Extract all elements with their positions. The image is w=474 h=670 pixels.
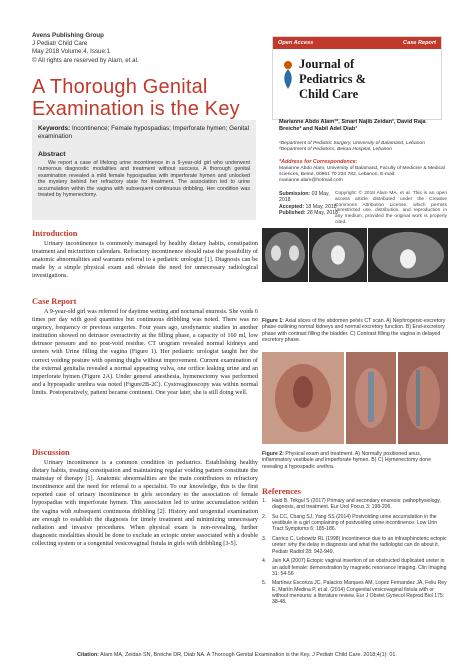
journal-short-name: J Pediatr Child Care xyxy=(32,40,88,48)
rights-notice: © All rights are reserved by Alam, et al. xyxy=(32,56,139,64)
published-date: 28 May, 2018 xyxy=(306,210,339,217)
figure-2b-photo xyxy=(346,352,396,444)
abstract-text: We report a case of lifelong urine incontinence in a 9-year-old girl who underwent numerous diagnostic modalities and treatment without success. A thorough genital examination revealed a mild female hypospadias with imperforate hymen and unlocked the mystery behind her refractory state for treatment. The association led to urine accumulation within the vagina with subsequent continuous dribbling. Her condition was treated by hymenectomy. xyxy=(38,160,250,199)
reference-item: 4. Jain KA (2007) Ectopic vaginal insertion of an obstructed duplicated ureter in an adult female: demonstration by magnetic resonance imaging. Clin Imaging 31: 54-56 xyxy=(262,558,447,577)
journal-box xyxy=(272,36,442,120)
journal-logo-icon xyxy=(280,59,296,91)
journal-title: Journal of Pediatrics & Child Care xyxy=(299,57,366,101)
author-names: Marianne Abdo Alam¹*, Smart Najib Zeidan¹, David Raja Breiche² and Nabil Adel Diab¹ xyxy=(279,119,426,132)
submitted-date: 03 May, 2018 xyxy=(279,191,330,204)
correspondence-heading: *Address for Correspondence: xyxy=(279,159,358,165)
references-heading: References xyxy=(262,487,301,496)
reference-item: 1. Haid B, Tekgul S (2017) Primary and secondary enuresis: pathophysiology, diagnosis, and treatment. Eur Urol Focus 3: 198-206. xyxy=(262,498,441,511)
issue-info: May 2018 Volume:4, Issue:1 xyxy=(32,48,111,56)
figure-1-caption: Figure 1: Axial slices of the abdomen pelvis CT scan. A) Nephrogenic-excretory phase outlining normal kidneys and normal excretory function. B) End-excretory phase with contrast filling the bladder. C) Contrast filling the vagina in delayed excretory phase. xyxy=(262,318,446,343)
introduction-text: Urinary incontinence is commonly managed by healthy dietary habits, constipation treatment and micturition calendars. Refractory incontinence should raise the possibility of anatomic abnormalities and warrants referral to a pediatric urologist [1]. Diagnosis can be made by a simple physical exam and obviate the need for unnecessary radiological investigations. xyxy=(32,240,258,280)
reference-item: 2. Su CC, Chang SJ, Yang SS (2014) Postvoiding urine accumulation in the vestibule in a girl complaining of postvoiding urine incontinence. Low Urin Tract Symptoms 6: 185-186. xyxy=(262,513,438,533)
affiliation-2: ²Department of Pediatrics, Bekaa Hospital, Lebanon xyxy=(279,147,392,152)
affiliation-1: ¹Department of Pediatric Surgery, University of Balamand, Lebanon xyxy=(279,141,425,146)
figure-1a-ct-image xyxy=(262,228,308,282)
citation-footer xyxy=(20,652,454,658)
open-access-label: Open Access xyxy=(278,40,314,46)
keywords-text: Incontinence; Female hypospadias; Imperforate hymen; Genital examination xyxy=(38,125,250,140)
article-title: A Thorough Genital Examination is the Key xyxy=(32,76,240,120)
reference-item: 5. Martínez Escoriza JC, Palacios Marques AM, Lopez Fernandez JA, Feliu Rey E, Martín Medina P, et al. (2014) Congenital vesicovaginal fistula with or without menouria: a literature review. Eur J Obstet Gynecol Reprod Biol 175: 38-48. xyxy=(262,580,447,606)
figure-1b-ct-image xyxy=(309,228,367,282)
figure-1c-ct-image xyxy=(368,228,448,282)
keywords-label: Keywords: xyxy=(38,125,71,132)
case-report-text: A 9-year-old girl was referred for daytime wetting and nocturnal enuresis. She voids 6 times per day with good quantities but continuous dribbling was noted. There was no urgency, frequency or previous surgeries. Four years ago, urodynamic studies in another institution showed no detrusor overactivity at the filling phase, a capacity of 160 ml, low detrusor pressure and no post-void residue. CT urogram revealed normal kidneys and ureters with Urine filling the vagina (Figure 1). Her pediatric urologist taught her the correct voiding posture with opening thighs without improvement. Current examination of the external genitalia revealed a normal appearing vulva, one orifice leaking urine and an imperforate hymen (Figure 2A). Under general anesthesia, hymenectomy was performed and a hypospadic urethra was noted (Figure2B-2C). Cystovaginoscopy was within normal limits. Postoperatively, patient became continent. One year later, she is still doing well. xyxy=(32,308,258,396)
abstract-heading: Abstract xyxy=(38,151,66,158)
introduction-heading: Introduction xyxy=(32,229,78,238)
citation-label: Citation: xyxy=(77,652,99,658)
correspondence-text: Marianne Abdo Alam, University of Balamand, Faculty of Medicine & Medical sciences, Beirut, 00961 70 234 782, Lebanon, E-mail: marianne.alam@hotmail.com xyxy=(279,166,445,183)
figure-2-caption: Figure 2: Physical exam and treatment. A) Normally positioned anus, inflammatory vestibule and imperforate hymen. B) C) Hymenectomy done revealing a hypospadic urethra. xyxy=(262,451,431,470)
publisher-name: Avens Publishing Group xyxy=(32,32,104,39)
discussion-text: Urinary incontinence is a common condition in pediatrics. Establishing healthy dietary habits, treating constipation and maintaining regular voiding pattern constitute the mainstay of therapy [1]. Anatomic abnormalities are the main contributors to refractory incontinence and the need for referral to a specialist. To our knowledge, this is the first reported case of urinary incontinence in girls secondary to the association of female hypospadias with imperforate hymen. This association led to urine accumulation within the vagina with subsequent continuous dribbling [2]. History and urogenital examination are enough to establish the diagnosis for timely treatment and minimizing unnecessary radiation and invasive procedures. When physical exam is non-revealing, further diagnostic modalities should be done to exclude an ectopic ureter associated with a double collecting system or a congenital vesicovaginal fistula in girls with dribbling [3-5]. xyxy=(32,459,258,547)
discussion-heading: Discussion xyxy=(32,448,70,457)
article-dates: Submission: 03 May, 2018 Accepted: 18 May, 2018 Published: 28 May, 2018 xyxy=(279,191,339,217)
figure-2c-photo xyxy=(398,352,448,444)
figure-2a-photo xyxy=(262,352,344,444)
journal-bar xyxy=(273,37,441,49)
reference-item: 3. Carrico C, Lebowitz RL (1998) Incontinence due to an infrasphincteric ectopic ureter: why the delay in diagnosis and what the radiologist can do about it. Pediatr Radiol 28: 942-949. xyxy=(262,536,447,555)
citation-text: Alam MA, Zeidan SN, Breiche DR, Diab NA. A Thorough Genital Examination is the Key. J Pediatr Child Care. 2018;4(1): 01. xyxy=(100,652,397,658)
copyright-notice: Copyright: © 2018 Alam MA, et al. This is an open access article distributed under the Creative Commons Attribution License, which permits unrestricted use, distribution, and reproduction in any medium, provided the original work is properly cited. xyxy=(335,191,447,225)
affiliations xyxy=(279,141,445,153)
publisher-header xyxy=(32,32,139,65)
references-list xyxy=(262,498,448,609)
accepted-date: 18 May, 2018 xyxy=(305,203,337,210)
article-type-label: Case Report xyxy=(403,40,436,46)
keywords xyxy=(38,125,252,141)
case-report-heading: Case Report xyxy=(32,297,77,306)
